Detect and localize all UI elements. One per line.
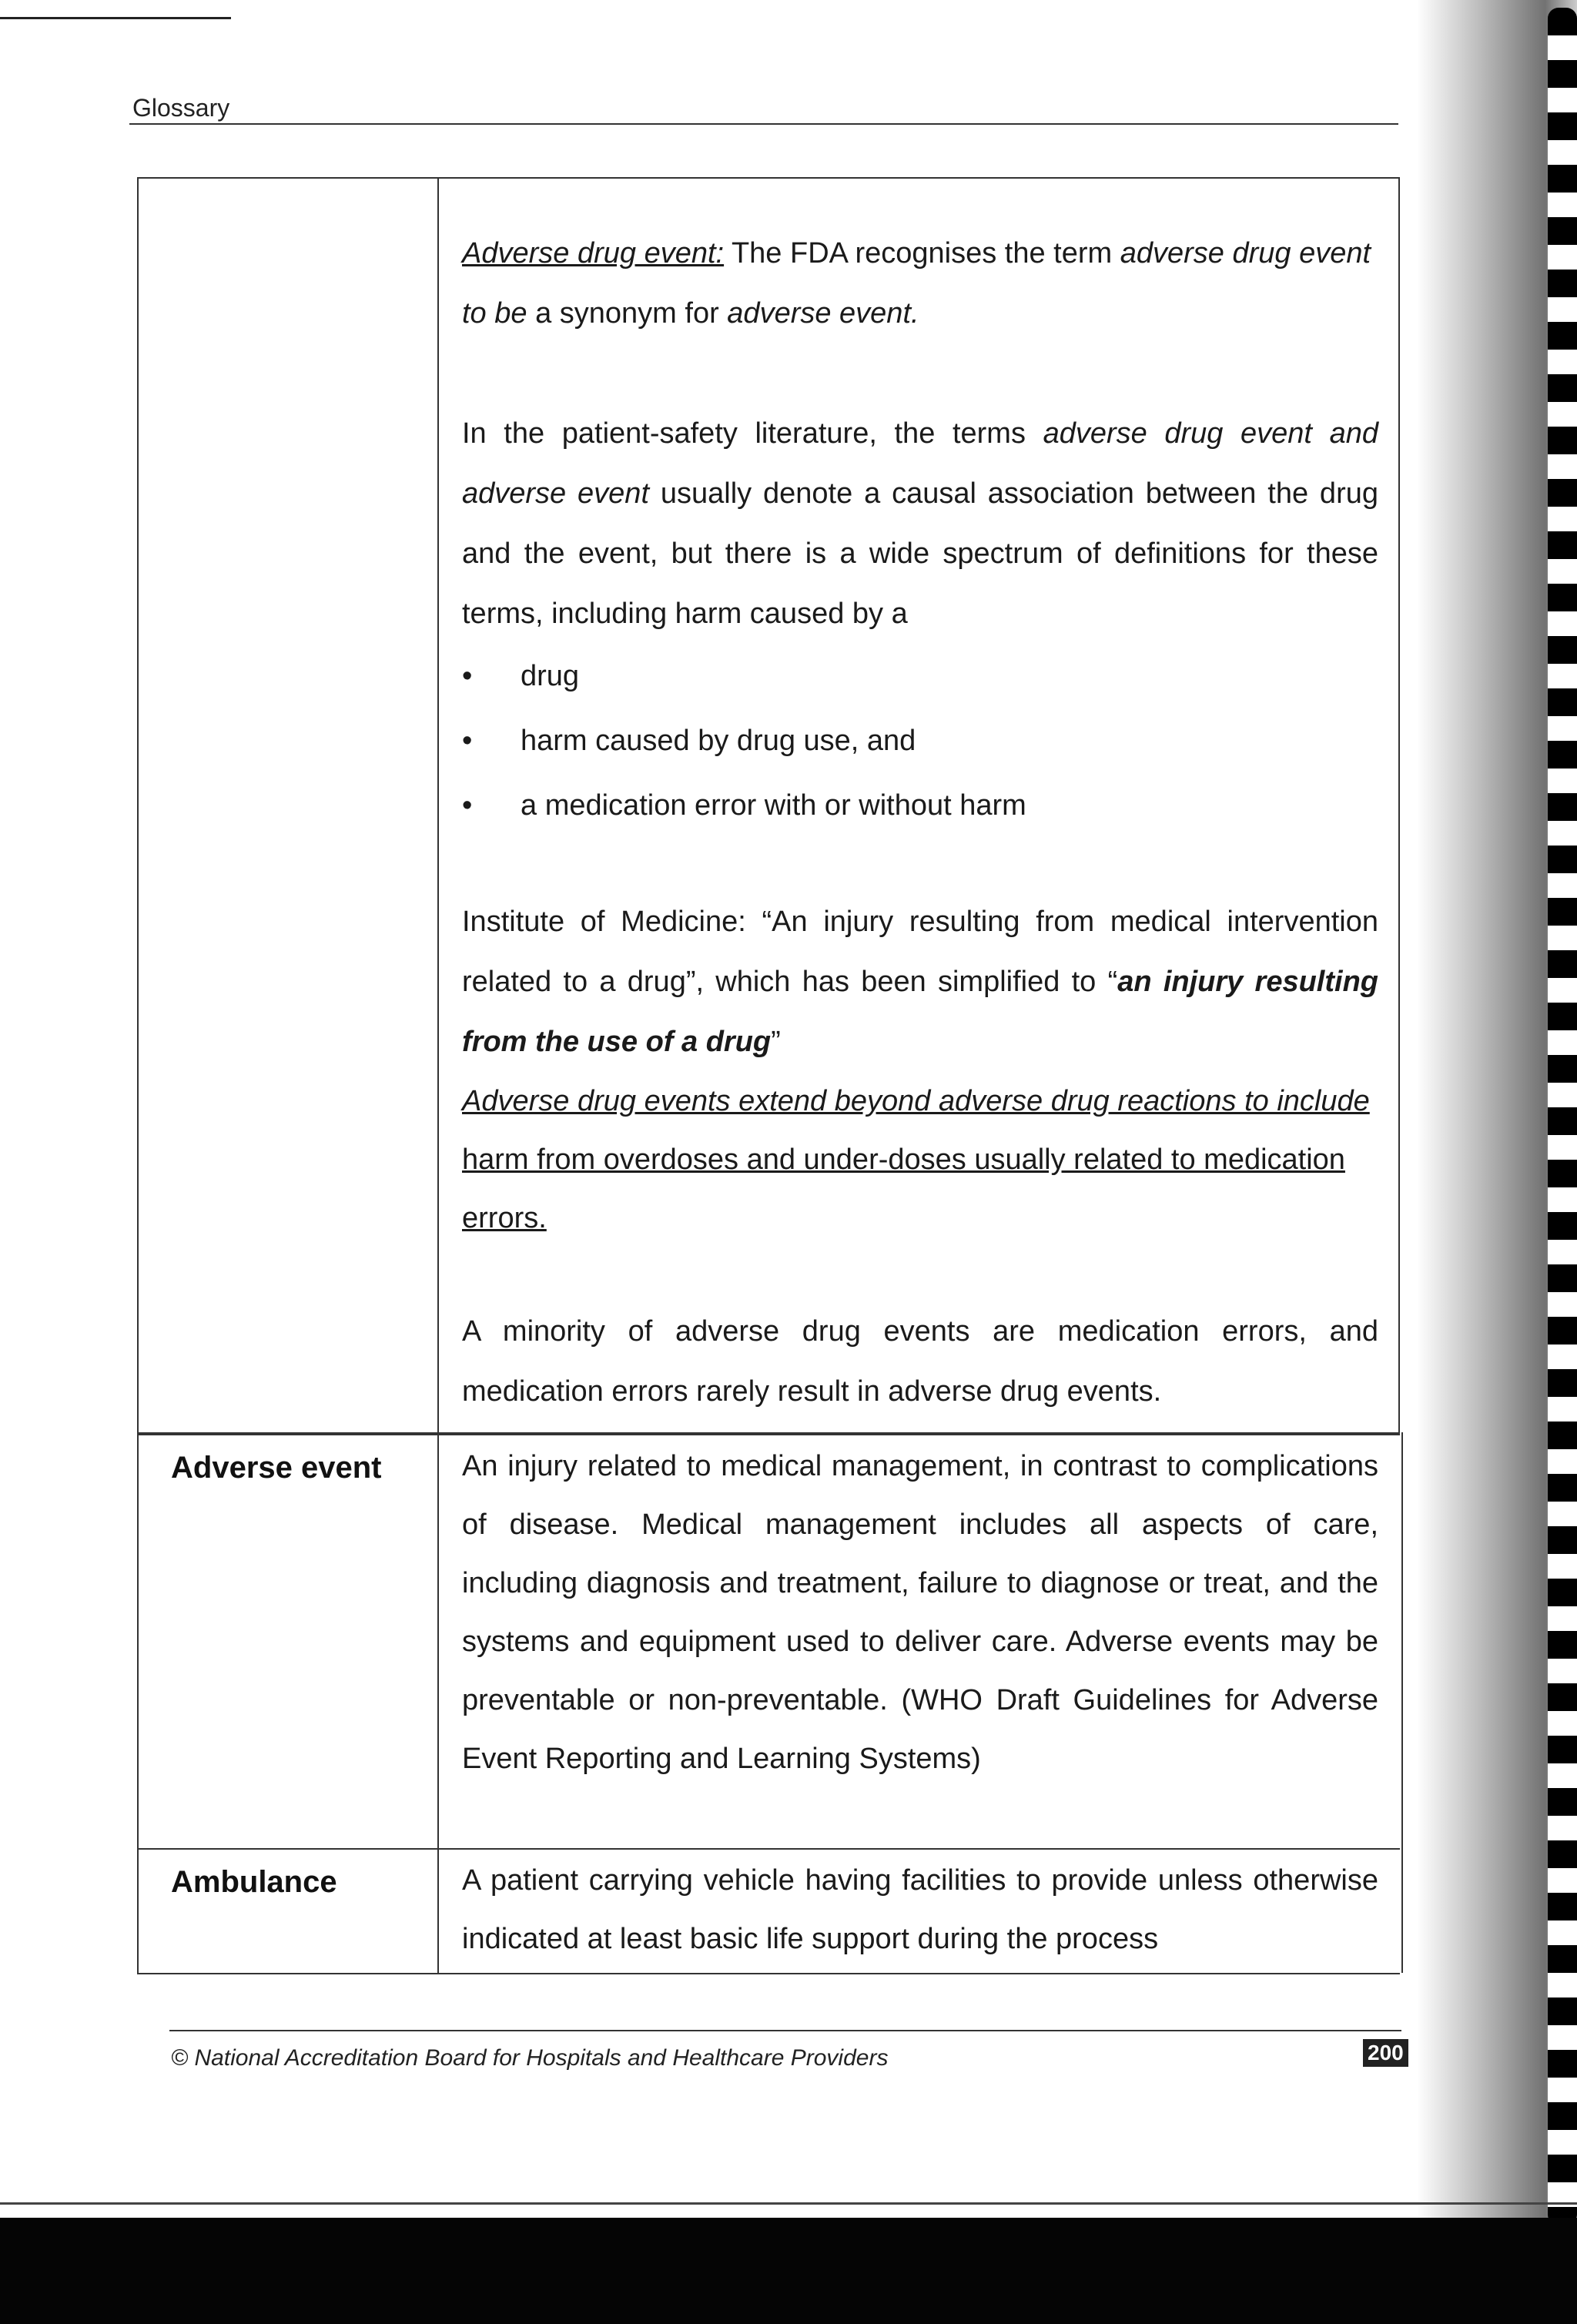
definition-adverse-drug-event [462, 223, 1378, 1422]
term-ambulance: Ambulance [171, 1865, 337, 1899]
header-rule [129, 123, 1398, 125]
paragraph-fda: Adverse drug event: The FDA recognises the term adverse drug event to be a synonym for adverse event. [462, 237, 1371, 330]
running-head: Glossary [132, 94, 230, 122]
definition-adverse-event: An injury related to medical management, in contrast to complications of disease. Medical management includes all aspects of care, including diagnosis and treatment, failure to diagnose or treat, and the systems and equipment used to deliver care. Adverse events may be preventable or non-preventable. (WHO Draft Guidelines for Adverse Event Reporting and Learning Systems) [462, 1450, 1378, 1775]
page-number: 200 [1363, 2039, 1408, 2067]
spiral-binding [1548, 8, 1577, 2225]
paragraph-minority: A minority of adverse drug events are medication errors, and medication errors rarely result in adverse drug events. [462, 1315, 1378, 1408]
harm-list [462, 644, 1378, 838]
scan-bottom-band [0, 2218, 1577, 2324]
table-bottom-rule [137, 1973, 1400, 1974]
footer-rule [169, 2030, 1401, 2031]
paragraph-literature: In the patient-safety literature, the terms adverse drug event and adverse event usually denote a causal association between the drug and the event, but there is a wide spectrum of definitions for these terms, including harm caused by a [462, 417, 1379, 630]
term-lead: Adverse drug event: [462, 237, 725, 270]
list-item: • a medication error with or without harm [462, 773, 1378, 838]
top-rule [0, 17, 231, 19]
list-item: • harm caused by drug use, and [462, 708, 1378, 773]
paragraph-extend: Adverse drug events extend beyond adverse drug reactions to include harm from overdoses and under-doses usually related to medication errors. [462, 1085, 1370, 1234]
term-adverse-event: Adverse event [171, 1451, 382, 1485]
footer-copyright: © National Accreditation Board for Hospitals and Healthcare Providers [171, 2045, 889, 2071]
paragraph-iom: Institute of Medicine: “An injury resulting from medical intervention related to a drug”, which has been simplified to “an injury resulting from the use of a drug” [462, 906, 1379, 1058]
scan-bottom-line [0, 2202, 1577, 2205]
definition-ambulance: A patient carrying vehicle having facilities to provide unless otherwise indicated at least basic life support during the process [462, 1864, 1378, 1955]
list-item: • drug [462, 644, 1378, 708]
